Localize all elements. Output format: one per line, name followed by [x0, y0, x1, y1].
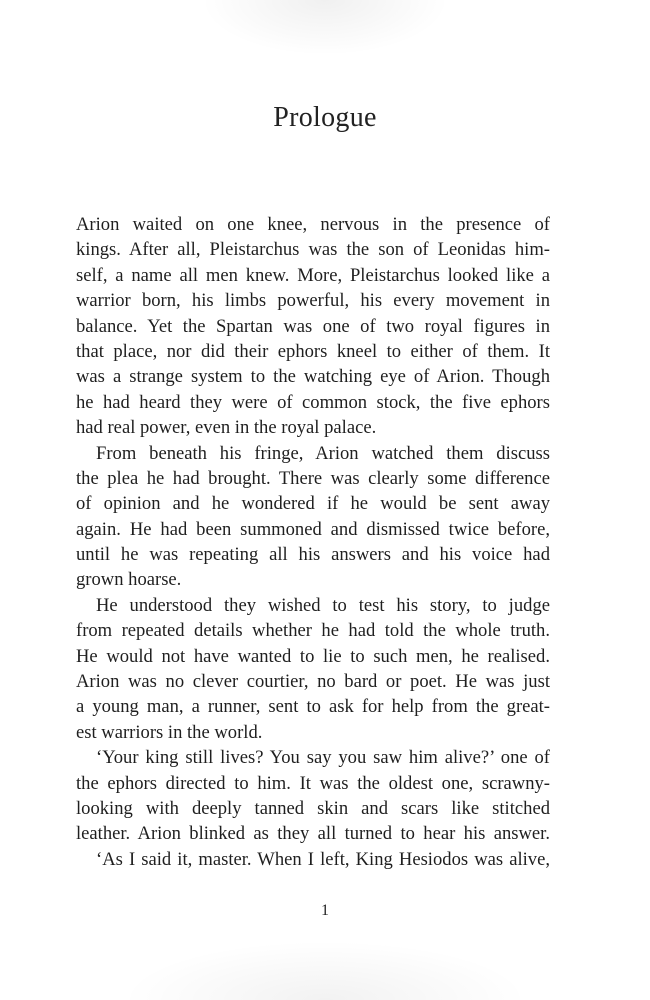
page-number: 1	[321, 902, 329, 919]
text-line: He would not have wanted to lie to such men, he realised.	[76, 645, 550, 667]
text-line: the plea he had brought. There was clearly some difference	[76, 467, 550, 489]
text-line: self, a name all men knew. More, Pleistarchus looked like a	[76, 264, 550, 286]
paragraph-start-line: He understood they wished to test his story, to judge	[96, 594, 550, 616]
scan-shadow-bottom	[120, 940, 530, 1000]
text-line: kings. After all, Pleistarchus was the son of Leonidas him-	[76, 239, 550, 261]
text-line: Arion waited on one knee, nervous in the presence of	[76, 214, 550, 235]
text-line: leather. Arion blinked as they all turned to hear his answer.	[76, 823, 550, 845]
chapter-title: Prologue	[273, 102, 377, 133]
paragraph-end-line: had real power, even in the royal palace.	[76, 417, 377, 439]
text-line: a young man, a runner, sent to ask for help from the great-	[76, 696, 550, 718]
scan-shadow-top	[200, 0, 450, 56]
paragraph-end-line: est warriors in the world.	[76, 721, 263, 743]
text-line: looking with deeply tanned skin and scars like stitched	[76, 797, 550, 819]
text-line: again. He had been summoned and dismissed twice before,	[76, 518, 550, 540]
text-line: from repeated details whether he had told the whole truth.	[76, 620, 550, 642]
paragraph-end-line: grown hoarse.	[76, 569, 182, 591]
text-line: of opinion and he wondered if he would be sent away	[76, 493, 550, 515]
paragraph-start-line: ‘Your king still lives? You say you saw him alive?’ one of	[96, 747, 550, 769]
paragraph-start-line: ‘As I said it, master. When I left, King Hesiodos was alive,	[96, 848, 550, 870]
paragraph-start-line: From beneath his fringe, Arion watched them discuss	[96, 442, 550, 464]
text-line: that place, nor did their ephors kneel to either of them. It	[76, 340, 550, 362]
text-line: balance. Yet the Spartan was one of two royal figures in	[76, 315, 550, 337]
text-line: until he was repeating all his answers and his voice had	[76, 544, 550, 566]
text-line: the ephors directed to him. It was the oldest one, scrawny-	[76, 772, 550, 794]
text-line: was a strange system to the watching eye of Arion. Though	[76, 366, 550, 388]
body-text	[76, 212, 550, 872]
text-line: he had heard they were of common stock, the five ephors	[76, 391, 550, 413]
text-line: warrior born, his limbs powerful, his every movement in	[76, 290, 550, 312]
text-line: Arion was no clever courtier, no bard or poet. He was just	[76, 671, 550, 693]
